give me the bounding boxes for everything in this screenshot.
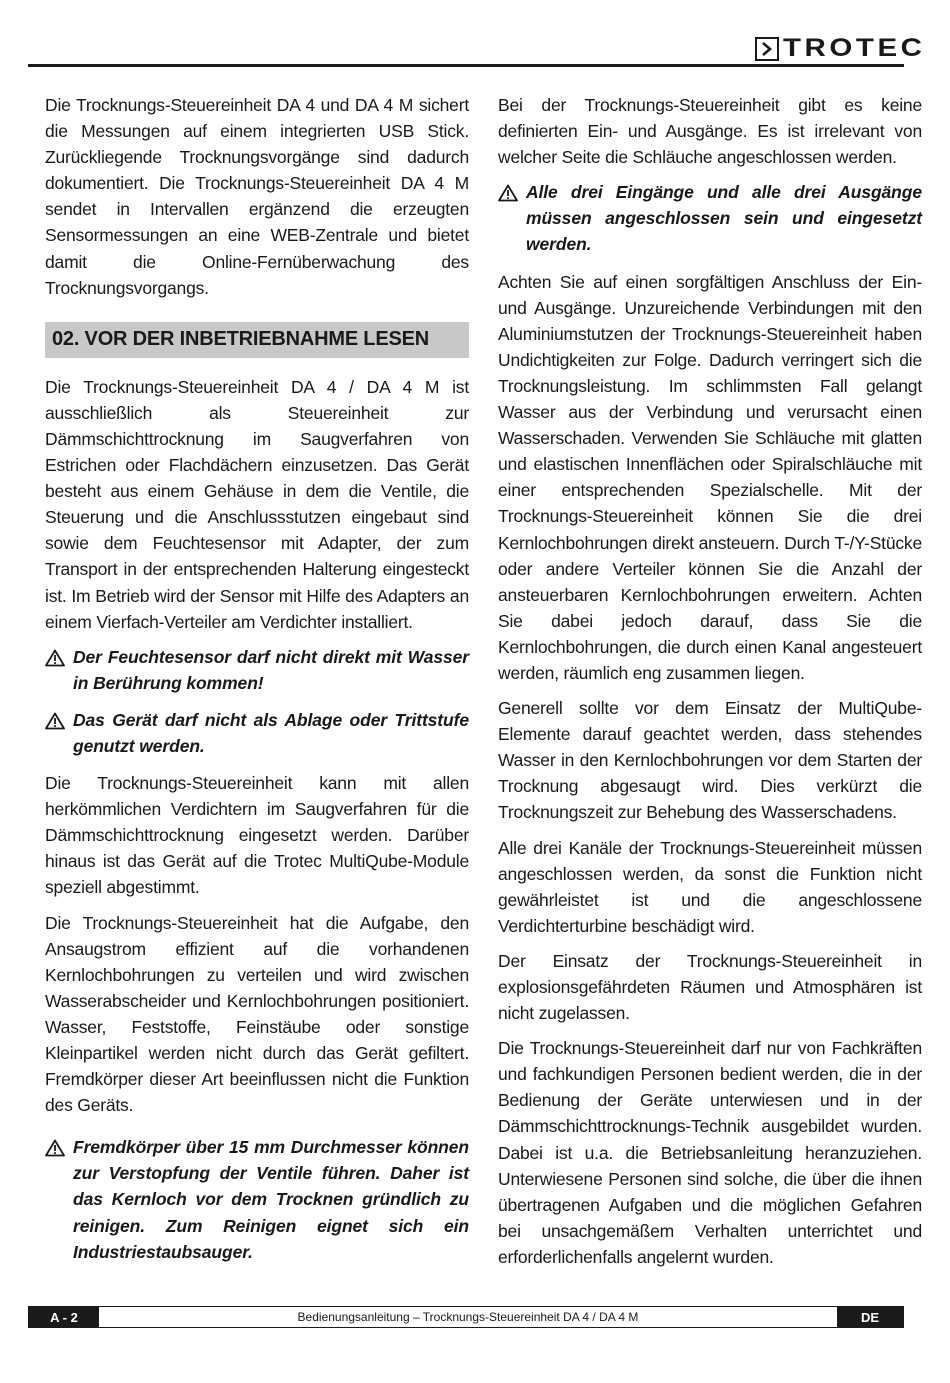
warning-triangle-icon	[45, 1134, 73, 1264]
warning-note	[498, 179, 922, 257]
paragraph: Die Trocknungs-Steuereinheit hat die Aufgabe, den Ansaugstrom effizient auf die vorhandenen Kernlochbohrungen zu verteilen und wird zwischen Wasserabscheider und Kernlochbohrungen positioniert. Wasser, Feststoffe, Feinstäube oder sonstige Kleinpartikel werden nicht durch das Gerät gefiltert. Fremdkörper dieser Art beeinflussen nicht die Funktion des Geräts.	[45, 912, 469, 1116]
warning-text: Der Feuchtesensor darf nicht direkt mit Wasser in Berührung kommen!	[73, 646, 469, 693]
intro-paragraph: Die Trocknungs-Steuereinheit DA 4 und DA 4 M sichert die Messungen auf einem integrierten USB Stick. Zurückliegende Trocknungsvorgänge sind dadurch dokumentiert. Die Trocknungs-Steuereinheit DA 4 M sendet in Intervallen ergänzend die erzeugten Sensormessungen an eine WEB-Zentrale und bietet damit die Online-Fernüberwachung des Trocknungsvorgangs.	[45, 95, 469, 298]
warning-text: Alle drei Eingänge und alle drei Ausgänge müssen angeschlossen sein und eingesetzt werden.	[526, 182, 922, 255]
warning-triangle-icon	[498, 179, 526, 257]
warning-triangle-icon	[45, 707, 73, 759]
brand-name: TROTEC	[783, 34, 926, 62]
section-title: 02. VOR DER INBETRIEBNAHME LESEN	[52, 328, 429, 351]
section-heading	[45, 322, 469, 358]
paragraph: Die Trocknungs-Steuereinheit kann mit allen herkömmlichen Verdichtern im Saugverfahren für die Dämmschichttrocknung eingesetzt werden. Darüber hinaus ist das Gerät auf die Trotec MultiQube-Module speziell abgestimmt.	[45, 773, 469, 898]
warning-triangle-icon	[45, 644, 73, 696]
paragraph: Generell sollte vor dem Einsatz der MultiQube-Elemente darauf geachtet werden, dass stehendes Wasser in den Kernlochbohrungen vor dem Starten der Trocknung abgesaugt wird. Dies verkürzt die Trocknungszeit zur Behebung des Wasserschadens.	[498, 698, 922, 823]
warning-note	[45, 1134, 469, 1264]
page-number: A - 2	[29, 1307, 99, 1327]
paragraph: Die Trocknungs-Steuereinheit darf nur von Fachkräften und fachkundigen Personen bedient werden, die in der Bedienung der Geräte unterwiesen und in der Dämmschichttrocknungs-Technik ausgebildet wurden. Dabei ist u.a. die Betriebsanleitung heranzuziehen. Unterwiesene Personen sind solche, die über die ihnen übertragenen Aufgaben und die möglichen Gefahren bei unsachgemäßem Verhalten unterrichtet und erforderlichenfalls angelernt wurden.	[498, 1038, 922, 1267]
left-column	[45, 92, 469, 1276]
paragraph: Bei der Trocknungs-Steuereinheit gibt es keine definierten Ein- und Ausgänge. Es ist irrelevant von welcher Seite die Schläuche angeschlossen werden.	[498, 95, 922, 168]
warning-text: Fremdkörper über 15 mm Durchmesser können zur Verstopfung der Ventile führen. Daher ist das Kernloch vor dem Trocknen gründlich zu reinigen. Zum Reinigen eignet sich ein Industriestaubsauger.	[73, 1137, 469, 1262]
language-badge: DE	[837, 1307, 903, 1327]
footer-title: Bedienungsanleitung – Trocknungs-Steuereinheit DA 4 / DA 4 M	[297, 1310, 639, 1324]
header-rule	[28, 64, 904, 67]
page-footer	[28, 1306, 904, 1328]
warning-note	[45, 707, 469, 759]
trotec-logo	[755, 34, 926, 63]
chevron-right-icon	[755, 37, 779, 61]
paragraph: Der Einsatz der Trocknungs-Steuereinheit in explosionsgefährdeten Räumen und Atmosphären ist nicht zugelassen.	[498, 950, 922, 1024]
paragraph: Alle drei Kanäle der Trocknungs-Steuereinheit müssen angeschlossen werden, da sonst die Funktion nicht gewährleistet ist und die angeschlossene Verdichterturbine beschädigt wird.	[498, 837, 922, 936]
right-column	[498, 92, 922, 1279]
warning-note	[45, 644, 469, 696]
warning-text: Das Gerät darf nicht als Ablage oder Trittstufe genutzt werden.	[73, 709, 469, 756]
paragraph: Achten Sie auf einen sorgfältigen Anschluss der Ein- und Ausgänge. Unzureichende Verbindungen mit den Aluminiumstutzen der Trocknungs-Steuereinheit haben Undichtigkeiten zur Folge. Dadurch verringert sich die Trocknungsleistung. Im schlimmsten Fall gelangt Wasser aus der Verbindung und verursacht einen Wasserschaden. Verwenden Sie Schläuche mit glatten und elastischen Innenflächen oder Spiralschläuche mit einer entsprechenden Spezialschelle. Mit der Trocknungs-Steuereinheit können Sie die drei Kernlochbohrungen direkt ansteuern. Durch T-/Y-Stücke oder andere Verteiler können Sie die Anzahl der ansteuerbaren Kernlochbohrungen erweitern. Achten Sie dabei jedoch darauf, dass Sie die Kernlochbohrungen, die durch einen Kanal angesteuert werden, räumlich eng zusammen liegen.	[498, 271, 922, 683]
paragraph: Die Trocknungs-Steuereinheit DA 4 / DA 4 M ist ausschließlich als Steuereinheit zur Dämmschichttrocknung im Saugverfahren von Estrichen oder Flachdächern einzusetzen. Das Gerät besteht aus einem Gehäuse in dem die Ventile, die Steuerung und die Anschlussstutzen eingebaut sind sowie dem Feuchtesensor mit Adapter, der zum Transport in der entsprechenden Halterung eingesteckt ist. Im Betrieb wird der Sensor mit Hilfe des Adapters an einem Vierfach-Verteiler am Verdichter installiert.	[45, 376, 469, 632]
